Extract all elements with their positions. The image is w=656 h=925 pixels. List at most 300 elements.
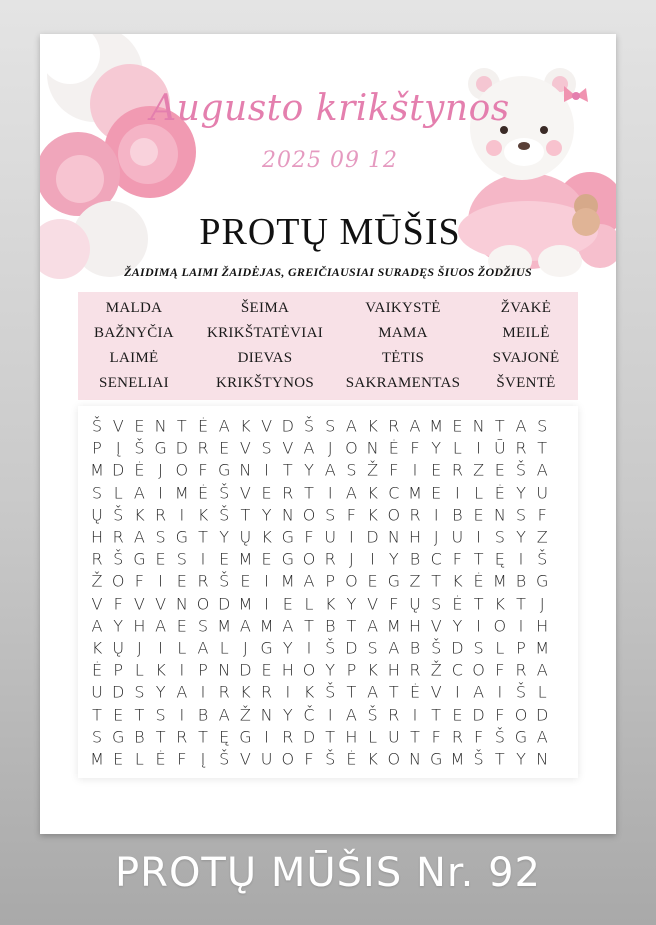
grid-letter[interactable]: A [155,616,167,636]
grid-letter[interactable]: M [238,594,253,614]
grid-letter[interactable]: O [302,549,316,569]
grid-letter[interactable]: O [196,594,210,614]
grid-letter[interactable]: C [388,483,400,503]
grid-letter[interactable]: Š [91,416,103,436]
grid-letter[interactable]: O [345,571,358,591]
grid-letter[interactable]: D [218,594,231,614]
grid-letter[interactable]: S [197,616,209,636]
grid-letter[interactable]: F [537,505,547,525]
grid-letter[interactable]: S [155,527,166,547]
grid-letter[interactable]: B [134,727,145,747]
grid-letter[interactable]: A [536,460,548,480]
grid-letter[interactable]: D [112,460,125,480]
grid-letter[interactable]: V [282,438,294,458]
grid-letter[interactable]: K [452,571,463,591]
grid-letter[interactable]: B [452,505,463,525]
grid-letter[interactable]: I [518,549,524,569]
grid-letter[interactable]: M [408,483,422,503]
grid-letter[interactable]: S [473,638,484,658]
grid-letter[interactable]: I [497,682,503,702]
grid-letter[interactable]: G [175,527,188,547]
grid-letter[interactable]: J [327,438,333,458]
grid-letter[interactable]: F [473,727,484,747]
grid-letter[interactable]: A [133,483,145,503]
grid-letter[interactable]: D [175,438,188,458]
grid-letter[interactable]: Ė [494,483,505,503]
grid-letter[interactable]: F [431,727,441,747]
grid-letter[interactable]: L [452,438,462,458]
grid-letter[interactable]: K [134,505,145,525]
grid-letter[interactable]: E [113,705,124,725]
grid-letter[interactable]: G [281,549,294,569]
grid-letter[interactable]: K [91,638,103,658]
grid-letter[interactable]: D [239,660,252,680]
grid-letter[interactable]: T [240,505,251,525]
grid-letter[interactable]: I [476,438,481,458]
grid-letter[interactable]: M [450,749,465,769]
grid-letter[interactable]: N [493,505,506,525]
grid-letter[interactable]: E [240,571,251,591]
grid-letter[interactable]: F [134,571,144,591]
grid-letter[interactable]: B [515,571,527,591]
grid-letter[interactable]: M [429,416,444,436]
grid-letter[interactable]: U [91,682,103,702]
grid-letter[interactable]: G [133,549,146,569]
grid-letter[interactable]: S [346,460,357,480]
grid-letter[interactable]: E [431,460,442,480]
grid-letter[interactable]: N [154,416,167,436]
grid-letter[interactable]: E [176,616,187,636]
grid-letter[interactable]: Š [219,749,230,769]
grid-letter[interactable]: A [388,638,400,658]
grid-letter[interactable]: T [516,594,526,614]
grid-letter[interactable]: U [260,749,273,769]
grid-letter[interactable]: Y [452,616,463,636]
grid-letter[interactable]: Y [261,505,272,525]
grid-letter[interactable]: V [239,749,251,769]
grid-letter[interactable]: I [264,460,269,480]
grid-letter[interactable]: I [412,705,418,725]
grid-letter[interactable]: T [346,616,357,636]
grid-letter[interactable]: Ę [494,549,505,569]
grid-letter[interactable]: Y [282,705,293,725]
grid-letter[interactable]: L [368,727,378,747]
grid-letter[interactable]: O [302,660,316,680]
grid-letter[interactable]: Y [516,527,526,547]
grid-letter[interactable]: A [345,416,357,436]
grid-letter[interactable]: A [367,682,379,702]
grid-letter[interactable]: R [409,505,421,525]
grid-letter[interactable]: L [495,638,505,658]
grid-letter[interactable]: D [112,682,125,702]
grid-letter[interactable]: Š [325,682,336,702]
grid-letter[interactable]: Ė [197,416,209,436]
grid-letter[interactable]: I [349,527,354,547]
grid-letter[interactable]: I [306,638,312,658]
grid-letter[interactable]: T [92,705,102,725]
grid-letter[interactable]: G [535,571,549,591]
grid-letter[interactable]: R [515,660,527,680]
grid-letter[interactable]: R [451,460,463,480]
grid-letter[interactable]: Ė [155,749,166,769]
grid-letter[interactable]: S [515,505,527,525]
grid-letter[interactable]: T [198,727,208,747]
grid-letter[interactable]: E [261,660,272,680]
grid-letter[interactable]: G [111,727,125,747]
grid-letter[interactable]: I [158,638,163,658]
grid-letter[interactable]: F [495,705,505,725]
grid-letter[interactable]: G [217,460,231,480]
grid-letter[interactable]: M [259,616,274,636]
grid-letter[interactable]: Š [219,571,230,591]
grid-letter[interactable]: I [264,727,269,747]
grid-letter[interactable]: L [304,594,314,614]
grid-letter[interactable]: S [176,549,187,569]
grid-letter[interactable]: E [261,549,272,569]
grid-letter[interactable]: A [345,705,357,725]
grid-letter[interactable]: S [494,527,505,547]
grid-letter[interactable]: B [409,638,421,658]
grid-letter[interactable]: I [476,527,481,547]
grid-letter[interactable]: D [536,705,549,725]
grid-letter[interactable]: D [345,638,358,658]
grid-letter[interactable]: Y [516,749,526,769]
grid-letter[interactable]: Ų [409,594,421,614]
grid-letter[interactable]: J [158,460,163,480]
grid-letter[interactable]: Š [515,682,527,702]
grid-letter[interactable]: E [282,594,293,614]
grid-letter[interactable]: D [472,705,485,725]
grid-letter[interactable]: I [412,460,418,480]
grid-letter[interactable]: L [134,749,144,769]
grid-letter[interactable]: F [177,749,187,769]
grid-letter[interactable]: R [112,527,124,547]
grid-letter[interactable]: P [198,660,208,680]
grid-letter[interactable]: I [433,505,439,525]
grid-letter[interactable]: C [451,660,463,680]
grid-letter[interactable]: M [280,571,295,591]
grid-letter[interactable]: M [90,460,104,480]
grid-letter[interactable]: T [388,682,399,702]
grid-letter[interactable]: I [264,571,269,591]
grid-letter[interactable]: F [410,438,420,458]
grid-letter[interactable]: Y [282,638,293,658]
grid-letter[interactable]: R [91,549,103,569]
grid-letter[interactable]: I [158,571,163,591]
grid-letter[interactable]: D [451,638,464,658]
grid-letter[interactable]: E [473,505,484,525]
grid-letter[interactable]: O [387,505,401,525]
grid-letter[interactable]: Ė [197,483,209,503]
grid-letter[interactable]: Š [219,483,230,503]
grid-letter[interactable]: H [408,616,422,636]
grid-letter[interactable]: A [218,416,230,436]
grid-letter[interactable]: K [261,527,272,547]
grid-letter[interactable]: K [303,682,315,702]
grid-letter[interactable]: N [536,749,549,769]
grid-letter[interactable]: T [282,460,293,480]
grid-letter[interactable]: N [239,460,252,480]
grid-letter[interactable]: T [325,727,336,747]
grid-letter[interactable]: F [304,749,314,769]
grid-letter[interactable]: S [91,727,103,747]
grid-letter[interactable]: N [281,505,294,525]
grid-letter[interactable]: N [175,594,188,614]
grid-letter[interactable]: F [389,460,399,480]
grid-letter[interactable]: Z [473,460,485,480]
grid-letter[interactable]: O [472,660,485,680]
grid-letter[interactable]: R [197,571,209,591]
grid-letter[interactable]: I [370,549,375,569]
grid-letter[interactable]: K [240,416,251,436]
grid-letter[interactable]: P [113,660,124,680]
grid-letter[interactable]: A [133,527,145,547]
grid-letter[interactable]: R [282,727,294,747]
grid-letter[interactable]: A [282,616,294,636]
grid-letter[interactable]: V [261,416,273,436]
grid-letter[interactable]: A [345,483,357,503]
grid-letter[interactable]: L [219,638,229,658]
grid-letter[interactable]: K [367,660,378,680]
grid-letter[interactable]: Ž [430,660,442,680]
grid-letter[interactable]: T [304,483,314,503]
grid-letter[interactable]: L [537,682,547,702]
grid-letter[interactable]: K [197,505,209,525]
grid-letter[interactable]: V [155,594,167,614]
grid-letter[interactable]: T [431,705,442,725]
grid-letter[interactable]: T [346,682,357,702]
grid-letter[interactable]: E [134,416,145,436]
grid-letter[interactable]: Ė [452,594,463,614]
grid-letter[interactable]: Y [155,682,166,702]
grid-letter[interactable]: I [476,616,481,636]
grid-letter[interactable]: V [91,594,103,614]
grid-letter[interactable]: J [349,549,354,569]
grid-letter[interactable]: V [367,594,379,614]
grid-letter[interactable]: B [324,616,336,636]
grid-letter[interactable]: B [197,705,209,725]
grid-letter[interactable]: J [137,638,142,658]
grid-letter[interactable]: Š [113,505,124,525]
grid-letter[interactable]: E [452,416,463,436]
grid-letter[interactable]: M [238,549,253,569]
grid-letter[interactable]: Ų [91,505,103,525]
grid-letter[interactable]: Y [516,483,526,503]
grid-letter[interactable]: R [388,416,400,436]
grid-letter[interactable]: K [324,594,336,614]
grid-letter[interactable]: Ė [346,749,357,769]
grid-letter[interactable]: F [113,594,123,614]
grid-letter[interactable]: R [451,727,463,747]
grid-letter[interactable]: A [218,705,230,725]
grid-letter[interactable]: Ė [473,571,484,591]
grid-letter[interactable]: Y [219,527,230,547]
grid-letter[interactable]: A [303,438,315,458]
grid-letter[interactable]: R [197,438,209,458]
grid-letter[interactable]: H [536,616,549,636]
grid-letter[interactable]: R [218,682,230,702]
grid-letter[interactable]: P [325,571,336,591]
grid-letter[interactable]: E [261,483,272,503]
grid-letter[interactable]: S [155,705,166,725]
grid-letter[interactable]: O [302,505,316,525]
grid-letter[interactable]: E [176,571,187,591]
grid-letter[interactable]: G [239,727,252,747]
grid-letter[interactable]: V [239,438,251,458]
grid-letter[interactable]: F [452,549,462,569]
grid-letter[interactable]: O [493,616,507,636]
grid-letter[interactable]: F [495,660,505,680]
grid-letter[interactable]: O [175,460,189,480]
grid-letter[interactable]: A [197,638,209,658]
grid-letter[interactable]: Z [409,571,421,591]
grid-letter[interactable]: V [239,483,251,503]
grid-letter[interactable]: T [494,416,505,436]
grid-letter[interactable]: I [179,705,185,725]
grid-letter[interactable]: T [134,705,145,725]
grid-letter[interactable]: V [430,682,442,702]
grid-letter[interactable]: A [367,616,379,636]
grid-letter[interactable]: A [536,727,548,747]
grid-letter[interactable]: R [155,505,167,525]
grid-letter[interactable]: T [537,438,548,458]
grid-letter[interactable]: U [324,527,337,547]
grid-letter[interactable]: T [494,749,505,769]
grid-letter[interactable]: Y [388,549,399,569]
grid-letter[interactable]: I [327,483,333,503]
grid-letter[interactable]: G [514,727,528,747]
grid-letter[interactable]: S [431,594,442,614]
grid-letter[interactable]: Ž [239,705,251,725]
grid-letter[interactable]: P [92,438,102,458]
grid-letter[interactable]: S [134,682,145,702]
grid-letter[interactable]: T [198,527,208,547]
grid-letter[interactable]: I [200,549,206,569]
grid-letter[interactable]: Š [134,438,145,458]
grid-letter[interactable]: Ū [493,438,506,458]
grid-letter[interactable]: Ė [388,438,399,458]
grid-letter[interactable]: D [302,727,316,747]
grid-letter[interactable]: M [217,616,232,636]
grid-letter[interactable]: Ų [239,527,252,547]
grid-letter[interactable]: Y [431,438,442,458]
grid-letter[interactable]: F [198,460,208,480]
grid-letter[interactable]: Č [303,705,315,725]
grid-letter[interactable]: O [514,705,528,725]
grid-letter[interactable]: N [260,705,273,725]
grid-letter[interactable]: G [429,749,443,769]
grid-letter[interactable]: A [176,682,188,702]
grid-letter[interactable]: K [155,660,166,680]
grid-letter[interactable]: R [261,682,273,702]
grid-letter[interactable]: S [367,638,378,658]
grid-letter[interactable]: E [431,483,442,503]
grid-letter[interactable]: K [367,505,378,525]
grid-letter[interactable]: V [430,616,442,636]
grid-letter[interactable]: Ė [91,660,103,680]
grid-letter[interactable]: J [433,527,439,547]
grid-letter[interactable]: M [492,571,507,591]
grid-letter[interactable]: L [177,638,187,658]
grid-letter[interactable]: K [367,416,378,436]
grid-letter[interactable]: Š [303,416,315,436]
grid-letter[interactable]: A [91,616,103,636]
grid-letter[interactable]: U [536,483,549,503]
grid-letter[interactable]: Š [431,638,442,658]
grid-letter[interactable]: L [134,660,144,680]
grid-letter[interactable]: F [304,527,314,547]
grid-letter[interactable]: F [389,594,399,614]
grid-letter[interactable]: K [367,749,378,769]
grid-letter[interactable]: M [90,749,104,769]
grid-letter[interactable]: R [388,705,400,725]
grid-letter[interactable]: Y [113,616,124,636]
grid-letter[interactable]: Ę [219,727,230,747]
grid-letter[interactable]: R [282,483,294,503]
grid-letter[interactable]: R [324,549,336,569]
grid-letter[interactable]: Ė [409,682,421,702]
grid-letter[interactable]: T [304,616,314,636]
grid-letter[interactable]: H [133,616,146,636]
grid-letter[interactable]: I [179,505,185,525]
grid-letter[interactable]: I [327,705,333,725]
grid-letter[interactable]: Š [537,549,548,569]
grid-letter[interactable]: G [154,438,167,458]
grid-letter[interactable]: P [346,660,357,680]
grid-letter[interactable]: I [179,660,185,680]
grid-letter[interactable]: M [174,483,189,503]
grid-letter[interactable]: I [158,483,163,503]
grid-letter[interactable]: K [494,594,506,614]
grid-letter[interactable]: I [455,483,460,503]
grid-letter[interactable]: I [200,682,206,702]
grid-letter[interactable]: Š [325,749,336,769]
grid-letter[interactable]: I [455,682,460,702]
grid-letter[interactable]: E [494,460,505,480]
grid-letter[interactable]: E [219,438,230,458]
grid-letter[interactable]: Y [346,594,357,614]
grid-letter[interactable]: T [473,549,484,569]
grid-letter[interactable]: L [474,483,484,503]
grid-letter[interactable]: E [219,549,230,569]
grid-letter[interactable]: I [518,616,524,636]
grid-letter[interactable]: S [91,483,103,503]
grid-letter[interactable]: K [367,483,378,503]
grid-letter[interactable]: Š [367,705,378,725]
grid-letter[interactable]: E [155,549,166,569]
grid-letter[interactable]: O [387,749,401,769]
grid-letter[interactable]: K [240,682,251,702]
grid-letter[interactable]: M [386,616,401,636]
grid-letter[interactable]: H [281,660,294,680]
grid-letter[interactable]: A [515,416,527,436]
grid-letter[interactable]: V [133,594,145,614]
grid-letter[interactable]: Š [325,638,336,658]
grid-letter[interactable]: U [451,527,464,547]
grid-letter[interactable]: L [113,483,123,503]
grid-letter[interactable]: O [345,438,358,458]
grid-letter[interactable]: A [473,682,485,702]
grid-letter[interactable]: O [111,571,125,591]
grid-letter[interactable]: Š [473,749,484,769]
grid-letter[interactable]: D [366,527,379,547]
grid-letter[interactable]: H [387,660,400,680]
grid-letter[interactable]: A [239,616,251,636]
grid-letter[interactable]: U [387,727,400,747]
grid-letter[interactable]: Ž [367,460,379,480]
grid-letter[interactable]: J [243,638,248,658]
grid-letter[interactable]: J [539,594,545,614]
